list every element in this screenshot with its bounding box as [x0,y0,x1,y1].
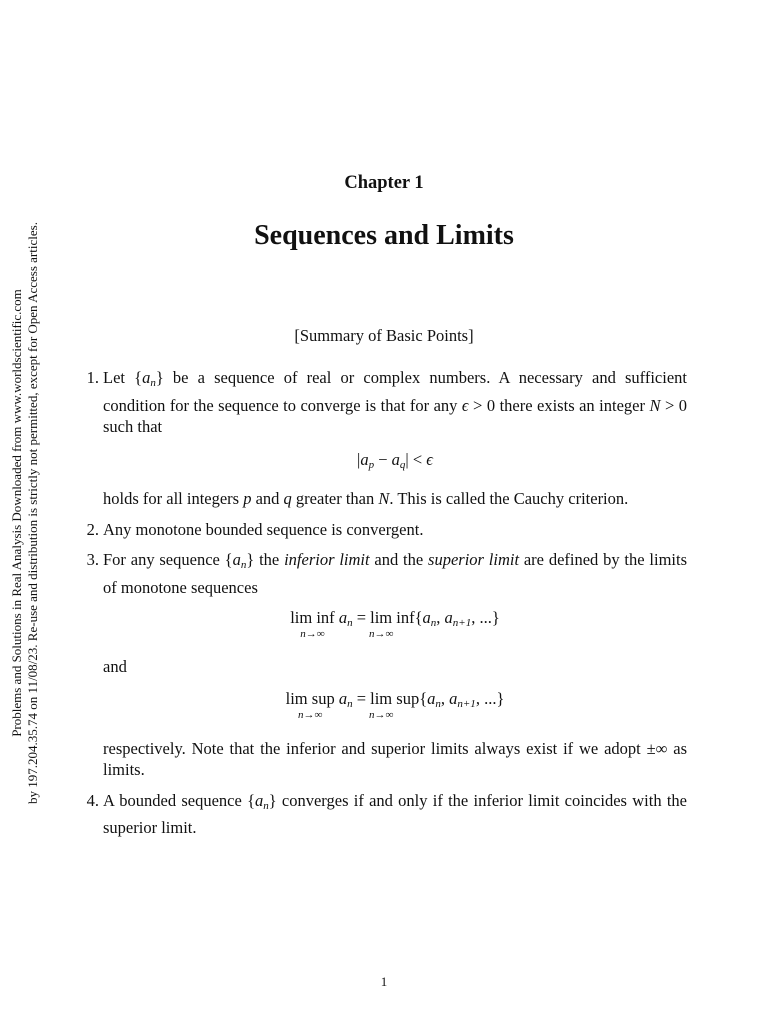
item-number: 2. [86,519,99,539]
download-notice-line-1: Problems and Solutions in Real Analysis Downloaded from www.worldscientific.com [9,289,24,737]
chapter-title: Sequences and Limits [254,220,514,251]
page-number: 1 [380,974,388,989]
item-number: 1. [86,368,99,387]
download-notice [9,222,41,804]
liminf-equation: lim inf n→∞ $a_n = \lim$ n→∞ $inf\{a_n$, $a_{n+1}$, ...} [290,608,500,640]
item-number: 4. [86,790,99,810]
item-text: For any sequence $\{a_n\}$ the inferior limit and the superior limit are defined by the limits of monotone sequences [103,550,688,597]
list-item-3 [86,549,688,781]
summary-heading: [Summary of Basic Points] [294,326,474,345]
item-text: Let $\{a_n\}$ be a sequence of real or complex numbers. A necessary and sufficient condition for the sequence to converge is that for any ϵ > 0 there exists an integer N > 0 such that [103,368,688,436]
and-text: and [103,656,127,676]
list-item-4 [86,790,687,839]
item-text: A bounded sequence $\{a_n\}$ converges if and only if the inferior limit coincides with the superior limit. [103,790,687,837]
item-text-continued: respectively. Note that the inferior and superior limits always exist if we adopt ±∞ as limits. [103,738,687,779]
list-item-2 [86,519,687,541]
item-text-continued: holds for all integers p and q greater than N. This is called the Cauchy criterion. [103,489,629,508]
item-text: Any monotone bounded sequence is convergent. [103,519,424,539]
download-notice-line-2: by 197.204.35.74 on 11/08/23. Re-use and distribution is strictly not permitted, except for Open Access articles. [25,222,40,804]
item-number: 3. [86,550,99,569]
chapter-label: Chapter 1 [344,173,424,193]
cauchy-equation: $|a_p - a_q| < \epsilon$ [357,449,433,471]
list-item-1 [86,367,688,510]
download-notice-sidebar [0,0,50,1024]
limsup-equation: lim sup n→∞ $a_n = \lim$ n→∞ $sup\{a_n$, $a_{n+1}$, ...} [285,689,505,721]
summary-list [86,367,688,839]
